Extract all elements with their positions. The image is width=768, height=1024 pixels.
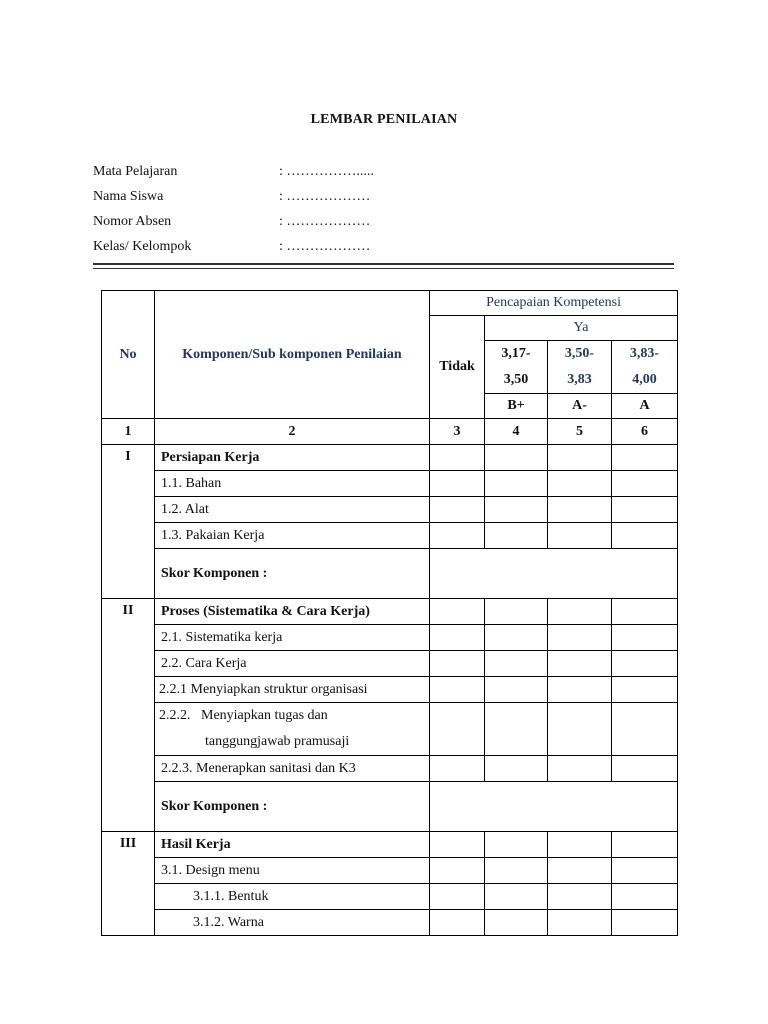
info-value: : ……………… (279, 189, 371, 204)
table-row (102, 599, 678, 625)
table-row (102, 523, 678, 549)
score-cell[interactable] (612, 471, 678, 497)
score-cell[interactable] (548, 599, 612, 625)
column-number: 5 (548, 419, 612, 445)
component-score-cell[interactable] (430, 549, 678, 599)
column-number: 1 (102, 419, 155, 445)
info-label: Nama Siswa (93, 189, 164, 204)
item-label: 2.1. Sistematika kerja (155, 625, 430, 651)
score-cell[interactable] (612, 445, 678, 471)
grade-cell: B+ (485, 394, 548, 419)
item-label: 1.2. Alat (155, 497, 430, 523)
header-no: No (102, 291, 155, 419)
column-number: 2 (155, 419, 430, 445)
score-cell[interactable] (548, 651, 612, 677)
score-cell[interactable] (548, 625, 612, 651)
divider-thin (93, 268, 674, 269)
score-cell[interactable] (612, 599, 678, 625)
info-value: : ……………..... (279, 164, 374, 179)
table-row (102, 549, 678, 599)
score-cell[interactable] (612, 756, 678, 782)
score-cell[interactable] (430, 599, 485, 625)
table-row (102, 625, 678, 651)
range-start: 3,50- (564, 346, 595, 361)
score-cell[interactable] (430, 884, 485, 910)
header-row-1 (102, 291, 678, 316)
table-row (102, 703, 678, 756)
info-label: Nomor Absen (93, 214, 172, 229)
score-cell[interactable] (430, 677, 485, 703)
info-value: : ……………… (279, 239, 371, 254)
table-row (102, 651, 678, 677)
header-component: Komponen/Sub komponen Penilaian (155, 291, 430, 419)
info-label: Mata Pelajaran (93, 164, 178, 179)
range-start: 3,17- (501, 346, 531, 361)
info-label: Kelas/ Kelompok (93, 239, 192, 254)
column-number: 6 (612, 419, 678, 445)
component-score-cell[interactable] (430, 782, 678, 832)
score-cell[interactable] (430, 858, 485, 884)
range-start: 3,83- (629, 346, 660, 361)
table-row (102, 445, 678, 471)
score-cell[interactable] (485, 832, 548, 858)
score-cell[interactable] (430, 523, 485, 549)
item-line: 2.2.2. Menyiapkan tugas dan (159, 708, 328, 723)
score-cell[interactable] (612, 832, 678, 858)
score-cell[interactable] (612, 703, 678, 756)
range-end: 4,00 (632, 372, 657, 387)
table-row (102, 471, 678, 497)
component-score-label: Skor Komponen : (155, 782, 430, 832)
score-cell[interactable] (485, 497, 548, 523)
item-label: 2.2. Cara Kerja (155, 651, 430, 677)
grade-cell: A (612, 394, 678, 419)
range-cell (612, 341, 678, 394)
score-cell[interactable] (548, 523, 612, 549)
item-label: 3.1.2. Warna (155, 910, 430, 936)
score-cell[interactable] (485, 599, 548, 625)
score-cell[interactable] (612, 910, 678, 936)
section-number: I (102, 445, 155, 599)
score-cell[interactable] (548, 445, 612, 471)
score-cell[interactable] (430, 756, 485, 782)
score-cell[interactable] (548, 832, 612, 858)
header-yes: Ya (485, 316, 678, 341)
table-row (102, 910, 678, 936)
score-cell[interactable] (430, 651, 485, 677)
score-cell[interactable] (485, 884, 548, 910)
header-achievement: Pencapaian Kompetensi (430, 291, 678, 316)
table-row (102, 884, 678, 910)
divider-thick (93, 263, 674, 265)
score-cell[interactable] (485, 858, 548, 884)
item-line: tanggungjawab pramusaji (205, 734, 350, 749)
score-cell[interactable] (548, 497, 612, 523)
item-label: 1.1. Bahan (155, 471, 430, 497)
score-cell[interactable] (548, 756, 612, 782)
table-row (102, 782, 678, 832)
column-number: 4 (485, 419, 548, 445)
score-cell[interactable] (548, 884, 612, 910)
component-score-label: Skor Komponen : (155, 549, 430, 599)
item-label: 3.1. Design menu (155, 858, 430, 884)
score-cell[interactable] (612, 858, 678, 884)
page-title: LEMBAR PENILAIAN (310, 112, 458, 127)
table-row (102, 832, 678, 858)
score-cell[interactable] (430, 703, 485, 756)
item-label: 2.2.3. Menerapkan sanitasi dan K3 (155, 756, 430, 782)
item-label: 1.3. Pakaian Kerja (155, 523, 430, 549)
range-cell (548, 341, 612, 394)
section-number: II (102, 599, 155, 832)
score-cell[interactable] (485, 756, 548, 782)
range-cell (485, 341, 548, 394)
score-cell[interactable] (612, 625, 678, 651)
section-title: Persiapan Kerja (155, 445, 430, 471)
score-cell[interactable] (430, 445, 485, 471)
score-cell[interactable] (485, 471, 548, 497)
range-end: 3,50 (503, 372, 529, 387)
assessment-table (101, 290, 678, 936)
info-value: : ……………… (279, 214, 371, 229)
score-cell[interactable] (430, 910, 485, 936)
section-number: III (102, 832, 155, 936)
score-cell[interactable] (612, 884, 678, 910)
score-cell[interactable] (612, 523, 678, 549)
score-cell[interactable] (548, 910, 612, 936)
score-cell[interactable] (485, 703, 548, 756)
score-cell[interactable] (430, 497, 485, 523)
score-cell[interactable] (548, 677, 612, 703)
score-cell[interactable] (612, 677, 678, 703)
score-cell[interactable] (485, 523, 548, 549)
score-cell[interactable] (430, 471, 485, 497)
item-label: 3.1.1. Bentuk (155, 884, 430, 910)
score-cell[interactable] (485, 651, 548, 677)
table-row (102, 677, 678, 703)
score-cell[interactable] (548, 858, 612, 884)
grade-cell: A- (548, 394, 612, 419)
score-cell[interactable] (485, 910, 548, 936)
score-cell[interactable] (430, 832, 485, 858)
column-number: 3 (430, 419, 485, 445)
score-cell[interactable] (548, 703, 612, 756)
table-row (102, 497, 678, 523)
section-title: Proses (Sistematika & Cara Kerja) (155, 599, 430, 625)
table-row (102, 858, 678, 884)
item-label-multiline (155, 703, 430, 756)
score-cell[interactable] (485, 445, 548, 471)
score-cell[interactable] (612, 497, 678, 523)
score-cell[interactable] (485, 677, 548, 703)
score-cell[interactable] (548, 471, 612, 497)
range-end: 3,83 (567, 372, 592, 387)
header-not-achieved: Tidak (430, 316, 485, 419)
score-cell[interactable] (485, 625, 548, 651)
score-cell[interactable] (430, 625, 485, 651)
table-row (102, 756, 678, 782)
item-label: 2.2.1 Menyiapkan struktur organisasi (155, 677, 430, 703)
score-cell[interactable] (612, 651, 678, 677)
column-number-row (102, 419, 678, 445)
section-title: Hasil Kerja (155, 832, 430, 858)
